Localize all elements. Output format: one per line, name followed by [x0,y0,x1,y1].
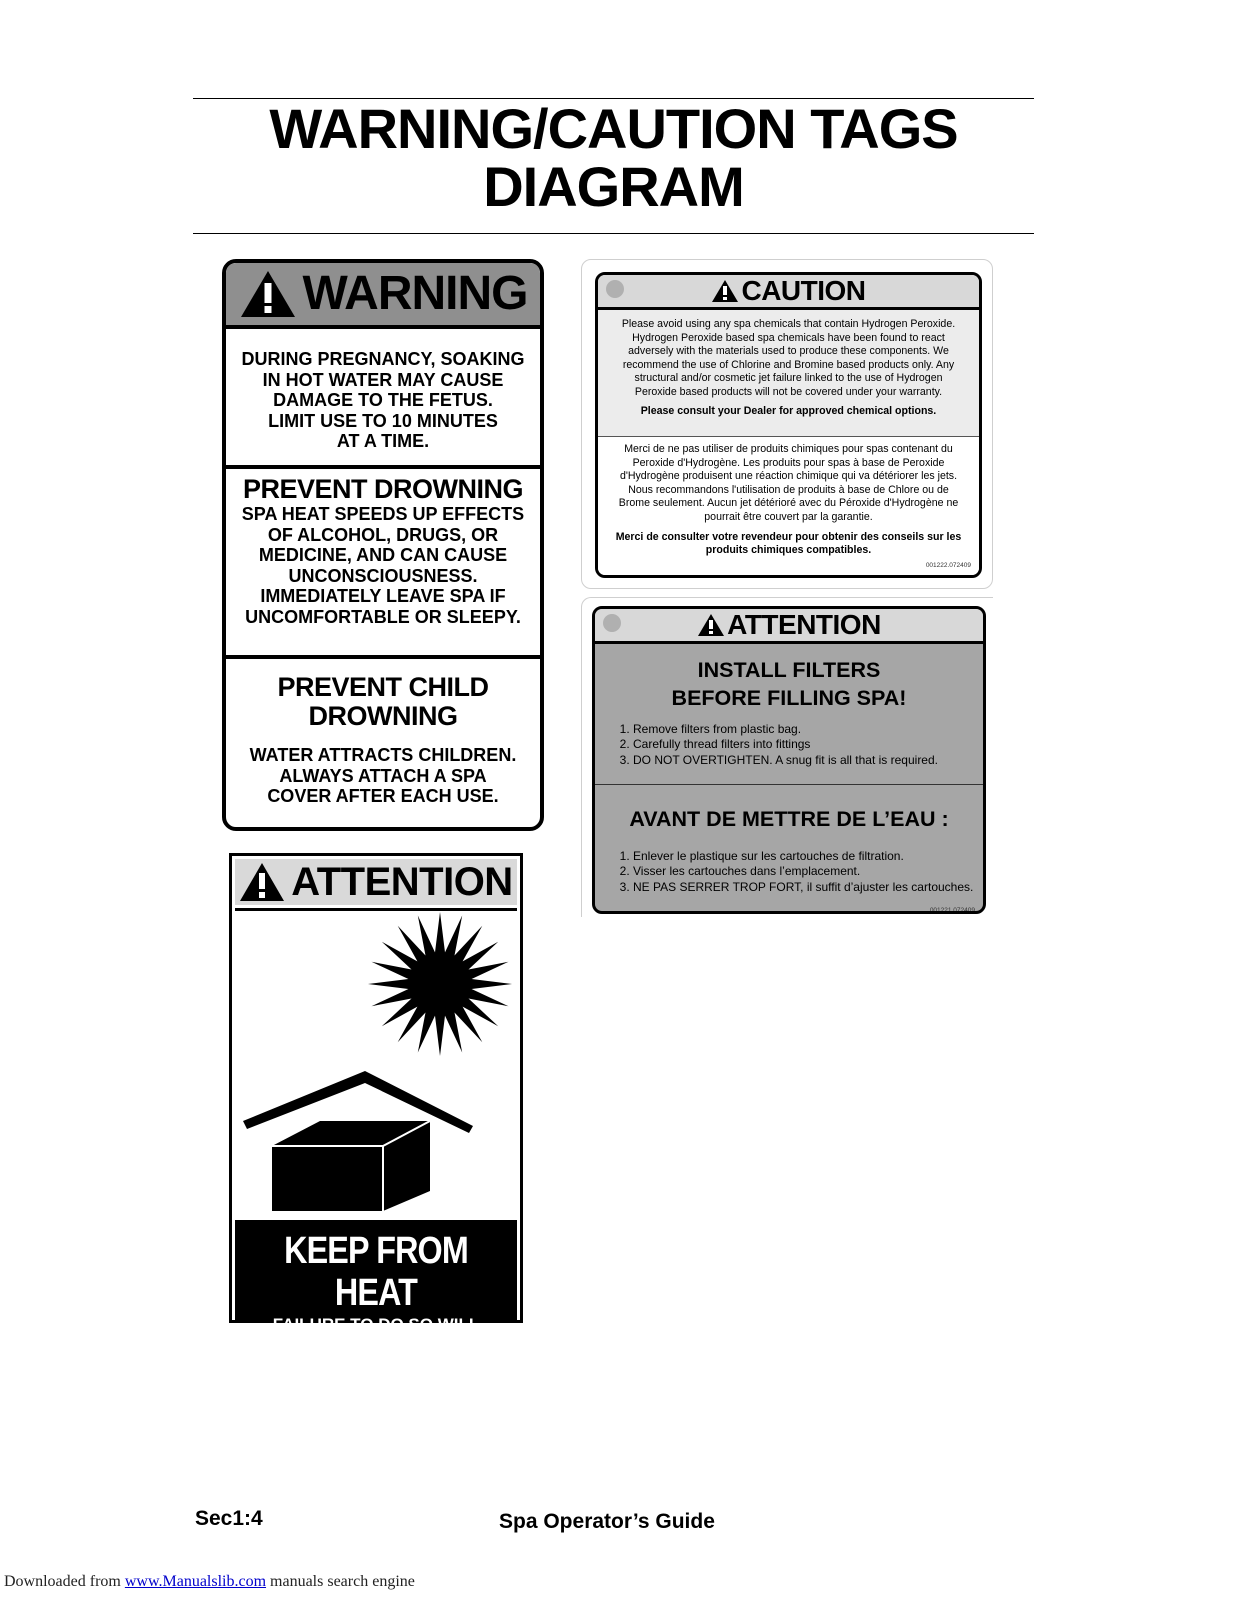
warning-tag [222,259,544,831]
warning-header [226,263,540,329]
caution-part-code: 001222.072409 [925,562,971,570]
filters-french-section [595,785,983,914]
prevent-child-drowning-title: PREVENT CHILD DROWNING [277,672,489,731]
sun-over-shelter-icon [235,911,517,1229]
prevent-drowning-section: PREVENT DROWNING SPA HEAT SPEEDS UP EFFECTS OF ALCOHOL, DRUGS, OR MEDICINE, AND CAN CAUSE UNCONSCIOUSNESS. IMMEDIATELY LEAVE SPA IF UNCOMFORTABLE OR SLEEPY. [226,469,540,659]
warning-triangle-icon [697,613,725,637]
filters-french-steps: 1. Enlever le plastique sur les cartouches de filtration. 2. Visser les cartouches dans l’emplacement. 3. NE PAS SERRER TROP FORT, il suffit d’ajuster les cartouches. [595,849,983,895]
heat-warning-footer: KEEP FROM HEAT FAILURE TO DO SO WILL RESULT IN VOID OF WARRANTY. [235,1220,517,1320]
download-notice: Downloaded from www.Manualslib.com manuals search engine [4,1573,415,1590]
filters-french-title: AVANT DE METTRE DE L’EAU : [629,807,949,831]
pregnancy-warning: DURING PREGNANCY, SOAKING IN HOT WATER MAY CAUSE DAMAGE TO THE FETUS. LIMIT USE TO 10 MINUTES AT A TIME. [226,329,540,469]
filters-attention-title: ATTENTION [727,609,881,640]
page-title: WARNING/CAUTION TAGS DIAGRAM [269,97,958,218]
prevent-drowning-title: PREVENT DROWNING [242,474,523,504]
keep-from-heat-text: KEEP FROM HEAT [284,1230,468,1314]
mounting-hole-icon [606,280,624,298]
mounting-hole-icon [603,614,621,632]
title-bottom-rule [193,233,1034,234]
warning-triangle-icon [239,269,297,319]
caution-english-text: Please avoid using any spa chemicals that contain Hydrogen Peroxide. Hydrogen Peroxide based spa chemicals have been found to react adversely with the materials used to produce these components. We recommend the use of Chlorine and Bromine based products only. Any structural and/or cosmetic jet failure linked to the use of Hydrogen Peroxide based products will not be covered under your warranty. Please consult your Dealer for approved chemical options. [598,310,979,437]
filters-part-code: 001221.072409 [929,907,975,914]
filters-english-title: INSTALL FILTERS BEFORE FILLING SPA! [671,658,907,710]
warning-triangle-icon [239,862,285,902]
manualslib-link[interactable]: www.Manualslib.com [124,1573,267,1590]
filters-english-section [595,644,983,785]
warning-title: WARNING [302,267,528,320]
heat-attention-header [235,859,517,905]
caution-header [598,275,979,310]
keep-from-heat-tag [229,853,523,1355]
caution-title: CAUTION [741,275,866,306]
caution-tag [595,272,982,578]
section-page-number: Sec1:4 [195,1507,263,1530]
filters-english-steps: 1. Remove filters from plastic bag. 2. Carefully thread filters into fittings 3. DO NOT OVERTIGHTEN. A snug fit is all that is required. [595,722,983,768]
guide-title: Spa Operator’s Guide [499,1510,715,1533]
prevent-child-drowning-section: PREVENT CHILD DROWNING WATER ATTRACTS CHILDREN. ALWAYS ATTACH A SPA COVER AFTER EACH USE. [226,659,540,807]
caution-french-text: Merci de ne pas utiliser de produits chimiques pour spas contenant du Peroxide d'Hydrogène. Les produits pour spas à base de Peroxide d'Hydrogène produisent une réaction chimique qui va détériorer les jets. Nous recommandons l'utilisation de produits à base de Chlore ou de Brome seulement. Aucun jet détérioré avec du Péroxide d'Hydrogène ne pourrait être couvert par la garantie. Merci de consulter votre revendeur pour obtenir des conseils sur les produits chimiques compatibles. 001222.072409 [598,437,979,577]
warning-triangle-icon [711,279,739,303]
heat-attention-title: ATTENTION [291,860,513,904]
filters-attention-header [595,609,983,644]
install-filters-tag [592,606,986,914]
